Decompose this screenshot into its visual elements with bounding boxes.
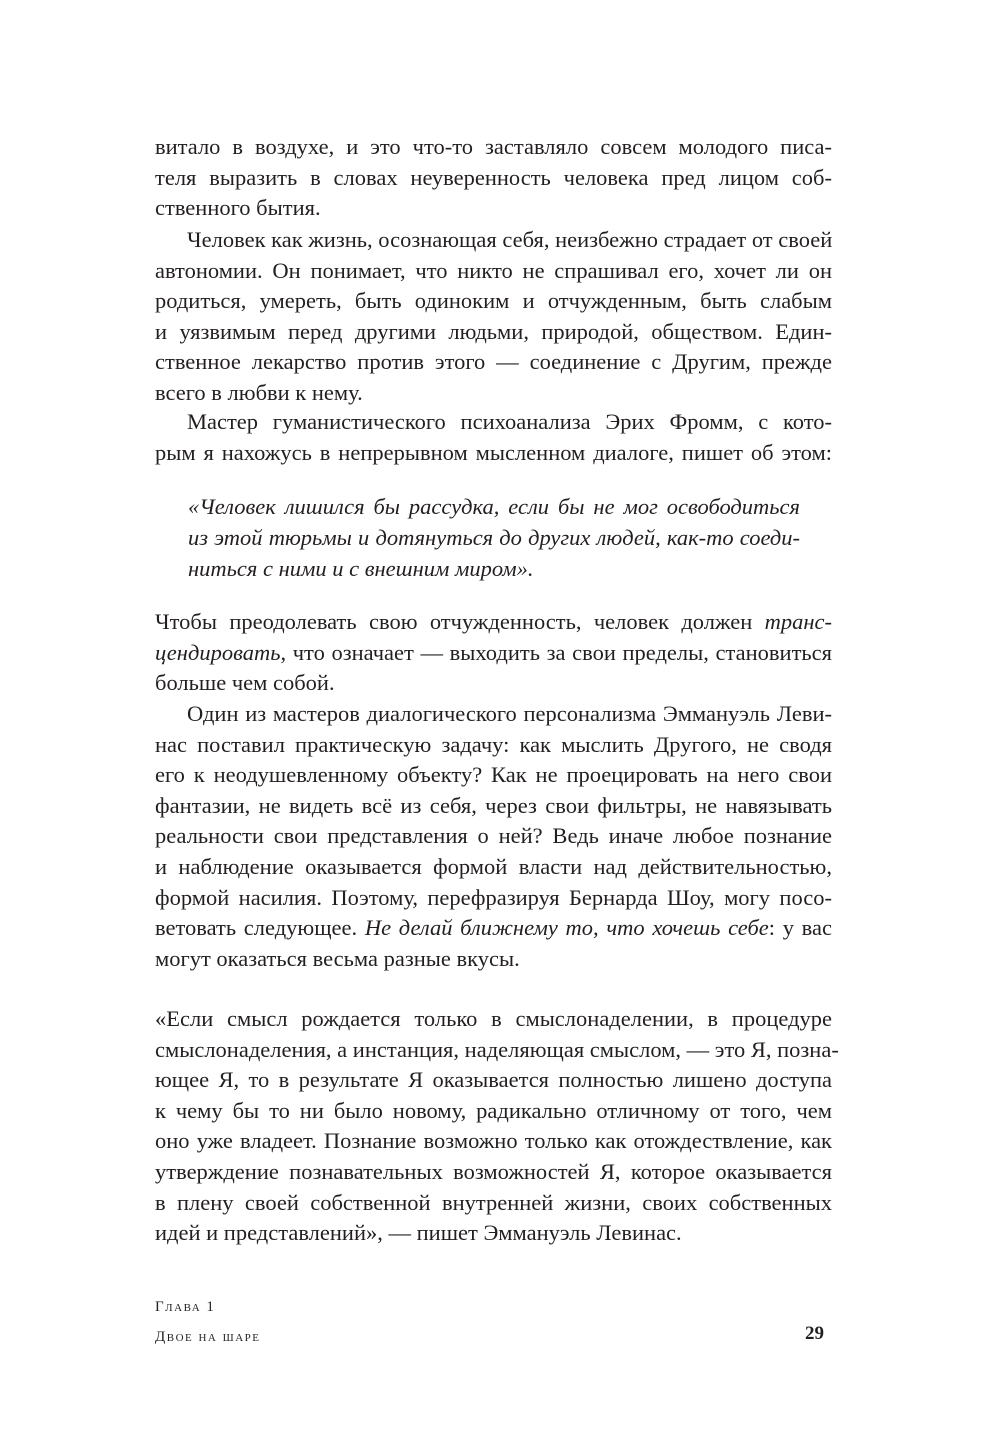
text-segment: витало в воздухе, и это что-то заставляло совсем молодого писа- — [155, 134, 832, 159]
text-line — [155, 760, 832, 791]
text-segment: и наблюдение оказывается формой власти над действительностью, — [155, 853, 832, 879]
text-segment: ветовать следующее. — [155, 915, 365, 941]
text-segment: из этой тюрьмы и дотянуться до других людей, как-то соеди- — [188, 525, 800, 550]
paragraph — [155, 607, 832, 699]
text-line — [155, 607, 832, 638]
text-segment: ниться с ними и с внешним миром». — [188, 556, 534, 581]
text-segment: реальности свои представления о ней? Ведь иначе любое познание — [155, 823, 832, 849]
text-segment: фантазии, не видеть всё из себя, через свои фильтры, не навязывать — [155, 792, 832, 818]
text-segment: в плену своей собственной внутренней жизни, своих собственных — [155, 1189, 832, 1215]
text-segment: Человек как жизнь, осознающая себя, неизбежно страдает от своей — [187, 227, 833, 252]
text-segment: могут оказаться весьма разные вкусы. — [155, 945, 520, 971]
text-segment: утверждение познавательных возможностей Я, которое оказывается — [155, 1158, 832, 1184]
text-segment: формой насилия. Поэтому, перефразируя Бернарда Шоу, могу посо- — [155, 884, 832, 910]
text-segment: «Если смысл рождается только в смыслонаделении, в процедуре — [155, 1006, 832, 1031]
text-line — [155, 1126, 832, 1157]
text-line — [155, 883, 832, 914]
text-segment: нас поставил практическую задачу: как мыслить Другого, не сводя — [155, 731, 832, 757]
text-segment: к чему бы то ни было новому, радикально отличному от того, чем — [155, 1097, 832, 1123]
paragraph — [155, 225, 832, 409]
text-segment: идей и представлений», — пишет Эммануэль Левинас. — [155, 1220, 682, 1246]
text-line — [188, 491, 800, 522]
text-segment: больше чем собой. — [155, 670, 335, 696]
text-line — [155, 347, 832, 378]
text-segment: рым я нахожусь в непрерывном мысленном диалоге, пишет об этом: — [155, 439, 832, 465]
text-segment: ственное лекарство против этого — соединение с Другим, прежде — [155, 349, 832, 375]
text-line — [155, 1096, 832, 1127]
text-line — [155, 163, 832, 194]
paragraph — [155, 132, 832, 224]
text-line — [155, 1188, 832, 1219]
text-line — [155, 1157, 832, 1188]
text-line — [155, 225, 832, 256]
paragraph — [155, 699, 832, 974]
emphasis-text: цендировать — [155, 639, 281, 665]
text-line — [155, 1035, 839, 1066]
text-line — [155, 668, 832, 699]
text-segment: родиться, умереть, быть одиноким и отчужденным, быть слабым — [155, 288, 832, 314]
text-line — [155, 193, 832, 224]
running-footer — [155, 1292, 261, 1352]
text-line — [155, 699, 832, 730]
text-line — [155, 791, 832, 822]
block-quote — [188, 491, 800, 584]
text-segment: и уязвимым перед другими людьми, природой, обществом. Един- — [155, 318, 832, 344]
text-line — [155, 1004, 832, 1035]
page-number: 29 — [805, 1323, 824, 1344]
text-segment: теля выразить в словах неуверенность человека пред лицом соб- — [155, 164, 832, 190]
text-line — [155, 438, 832, 469]
text-segment: автономии. Он понимает, что никто не спрашивал его, хочет ли он — [155, 257, 832, 283]
chapter-title: Двое на шаре — [155, 1329, 261, 1345]
text-line — [155, 1218, 832, 1249]
text-segment: его к неодушевленному объекту? Как не проецировать на него свои — [155, 762, 832, 788]
text-segment: всего в любви к нему. — [155, 379, 363, 405]
text-line — [188, 553, 800, 584]
paragraph — [155, 407, 832, 468]
text-segment: смыслонаделения, а инстанция, наделяющая смыслом, — это Я, позна- — [155, 1036, 839, 1062]
text-line — [155, 286, 832, 317]
text-line — [155, 730, 832, 761]
text-line — [155, 638, 832, 669]
text-segment: Мастер гуманистического психоанализа Эрих Фромм, с кото- — [187, 409, 832, 434]
text-segment: ющее Я, то в результате Я оказывается полностью лишено доступа — [155, 1067, 832, 1093]
text-line — [155, 852, 832, 883]
text-line — [155, 1065, 832, 1096]
text-line — [188, 522, 800, 553]
text-segment: ственного бытия. — [155, 195, 321, 221]
text-line — [155, 378, 832, 409]
text-segment: Чтобы преодолевать свою отчужденность, человек должен — [155, 609, 765, 634]
text-line — [155, 913, 832, 944]
emphasis-text: транс- — [764, 609, 832, 634]
text-line — [155, 407, 832, 438]
text-line — [155, 821, 832, 852]
emphasis-text: Не делай ближнему то, что хочешь себе — [364, 915, 769, 941]
text-segment: «Человек лишился бы рассудка, если бы не мог освободиться — [188, 494, 800, 519]
text-segment: Один из мастеров диалогического персонализма Эммануэль Леви- — [187, 701, 832, 726]
text-segment: : у вас — [768, 915, 832, 941]
text-line — [155, 256, 832, 287]
text-line — [155, 944, 832, 975]
paragraph — [155, 1004, 839, 1249]
text-segment: , что означает — выходить за свои пределы, становиться — [280, 639, 832, 665]
text-segment: оно уже владеет. Познание возможно только как отождествление, как — [155, 1128, 832, 1154]
text-line — [155, 132, 832, 163]
text-line — [155, 317, 832, 348]
chapter-label: Глава 1 — [155, 1299, 216, 1315]
